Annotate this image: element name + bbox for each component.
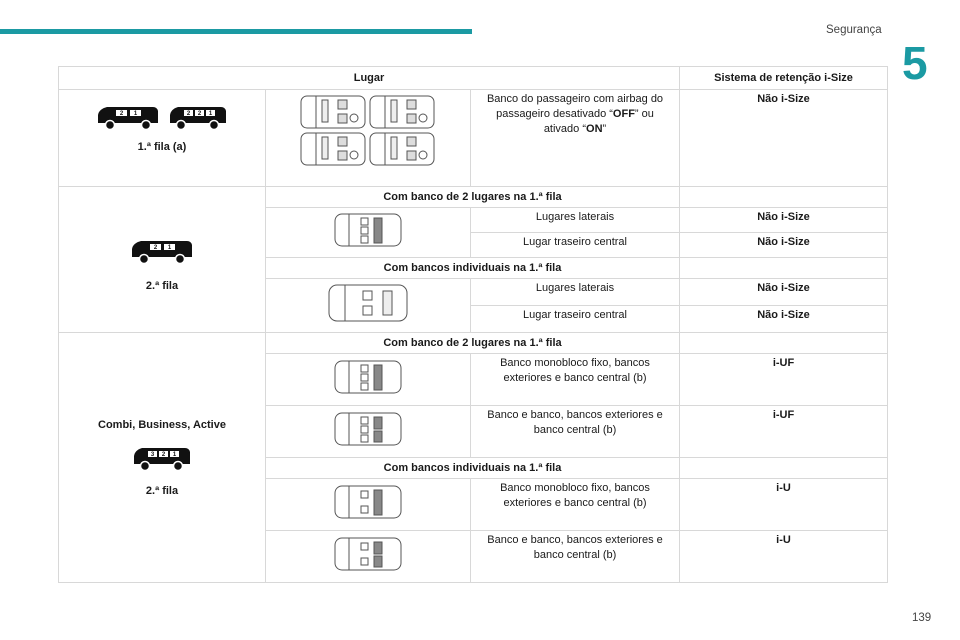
table-row [59, 90, 888, 187]
section-label: Com bancos individuais na 1.ª fila [266, 258, 680, 279]
col-header-location: Lugar [59, 67, 680, 90]
seat-diagram [333, 359, 403, 395]
svg-text:3: 3 [150, 452, 155, 458]
van-side-icon [168, 104, 228, 130]
seat-diagram-cell [266, 531, 471, 583]
svg-text:2: 2 [197, 111, 201, 117]
seat-diagram [333, 536, 403, 572]
col-header-isize: Sistema de retenção i-Size [680, 67, 888, 90]
section-title: Segurança [826, 24, 882, 36]
seat-diagram [301, 133, 365, 165]
van-side-icon [130, 238, 194, 264]
isize-value: Não i-Size [680, 208, 888, 233]
front-seat-diagrams [298, 94, 438, 168]
location-cell [59, 90, 266, 187]
vehicle-icons [65, 104, 259, 130]
description-cell: Lugar traseiro central [471, 233, 680, 258]
seat-diagram [327, 283, 409, 323]
svg-text:1: 1 [208, 111, 212, 117]
isize-value: i-UF [680, 354, 888, 406]
isize-seat-table [58, 66, 888, 583]
isize-value: i-U [680, 531, 888, 583]
seat-diagram [333, 411, 403, 447]
location-label: 2.ª fila [145, 279, 179, 292]
svg-text:2: 2 [161, 452, 166, 458]
seat-diagram [333, 484, 403, 520]
table-header-row [59, 67, 888, 90]
description-cell: Banco monobloco fixo, bancos exteriores e banco central (b) [471, 479, 680, 531]
seat-diagram [370, 133, 434, 165]
section-label: Com banco de 2 lugares na 1.ª fila [266, 333, 680, 354]
description-cell: Banco monobloco fixo, bancos exteriores e banco central (b) [471, 354, 680, 406]
description-cell: Banco do passageiro com airbag do passageiro desativado “OFF” ou ativado “ON” [471, 90, 680, 187]
svg-text:2: 2 [153, 244, 158, 251]
table-row [59, 333, 888, 354]
van-side-icon [132, 445, 192, 471]
location-label: 2.ª fila [145, 485, 179, 497]
svg-text:2: 2 [120, 111, 124, 117]
isize-value: Não i-Size [680, 233, 888, 258]
svg-text:2: 2 [186, 111, 190, 117]
isize-value: Não i-Size [680, 279, 888, 306]
seat-diagram-cell [266, 479, 471, 531]
page-number: 139 [912, 612, 932, 624]
van-side-icon [96, 104, 160, 130]
isize-value: Não i-Size [680, 90, 888, 187]
svg-text:1: 1 [172, 452, 177, 458]
seat-diagram-cell [266, 354, 471, 406]
seat-diagram-cell [266, 90, 471, 187]
table-row [59, 187, 888, 208]
isize-value: i-UF [680, 406, 888, 458]
location-cell [59, 187, 266, 333]
seat-diagram-cell [266, 279, 471, 333]
description-cell: Banco e banco, bancos exteriores e banco central (b) [471, 531, 680, 583]
chapter-number: 5 [902, 37, 928, 89]
seat-diagram [333, 212, 403, 248]
description-cell: Banco e banco, bancos exteriores e banco central (b) [471, 406, 680, 458]
description-cell: Lugares laterais [471, 279, 680, 306]
seat-diagram-cell [266, 208, 471, 258]
seat-diagram [301, 96, 365, 128]
versions-label: Combi, Business, Active [98, 419, 226, 431]
seat-diagram [370, 96, 434, 128]
location-cell [59, 333, 266, 583]
isize-value: i-U [680, 479, 888, 531]
description-cell: Lugares laterais [471, 208, 680, 233]
section-label: Com bancos individuais na 1.ª fila [266, 458, 680, 479]
svg-text:1: 1 [167, 244, 172, 251]
header-accent-bar [0, 29, 472, 34]
seat-diagram-cell [266, 406, 471, 458]
location-label: 1.ª fila (a) [137, 141, 187, 153]
section-label: Com banco de 2 lugares na 1.ª fila [266, 187, 680, 208]
isize-value: Não i-Size [680, 306, 888, 333]
description-cell: Lugar traseiro central [471, 306, 680, 333]
svg-text:1: 1 [134, 111, 138, 117]
